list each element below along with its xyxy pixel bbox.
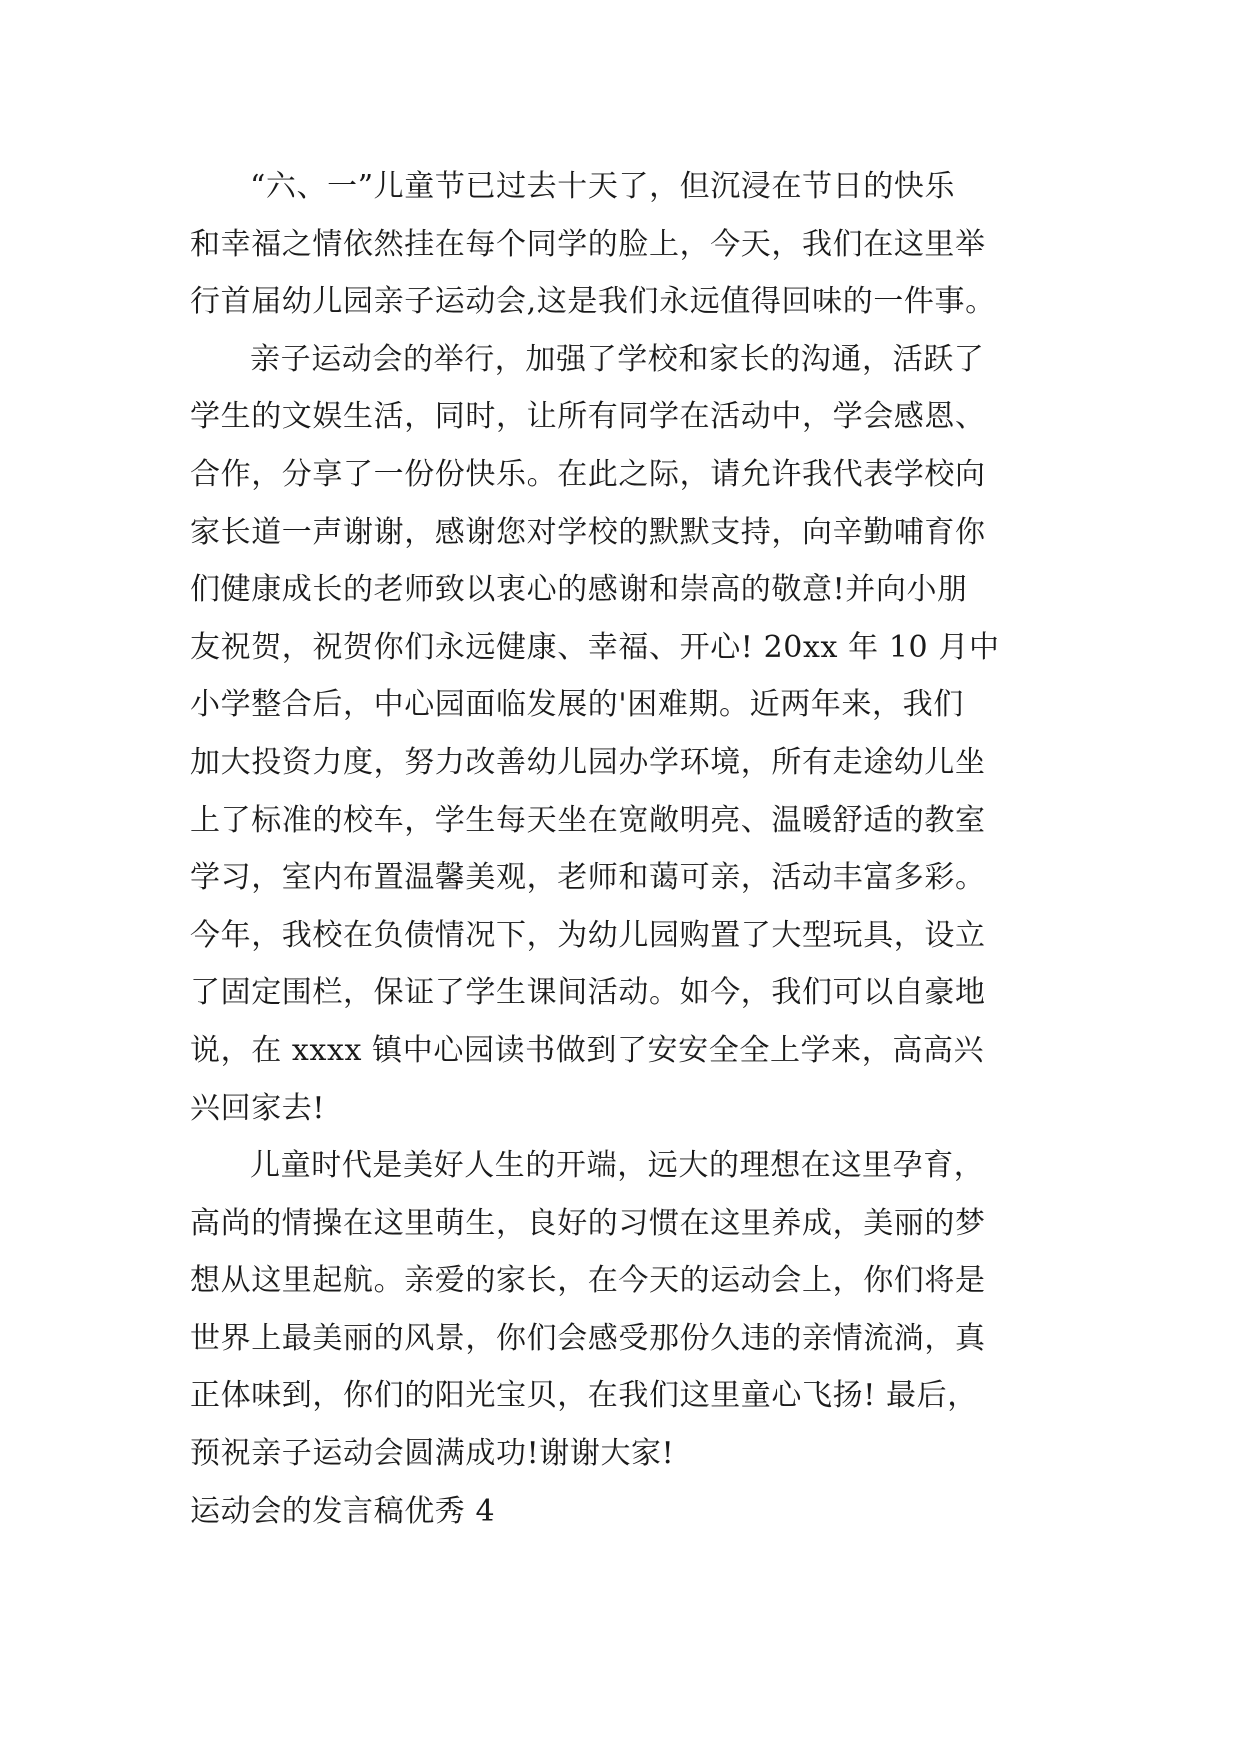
paragraph-line: 世界上最美丽的风景，你们会感受那份久违的亲情流淌，真: [190, 1320, 986, 1356]
paragraph-line: 亲子运动会的举行，加强了学校和家长的沟通，活跃了: [250, 341, 985, 377]
paragraph-line: 小学整合后，中心园面临发展的'困难期。近两年来，我们: [190, 687, 964, 723]
paragraph-line: 兴回家去!: [190, 1090, 326, 1126]
paragraph-line: 儿童时代是美好人生的开端，远大的理想在这里孕育，: [250, 1148, 985, 1184]
paragraph-line: 友祝贺，祝贺你们永远健康、幸福、开心! 20xx 年 10 月中: [190, 629, 1000, 665]
paragraph-line: 家长道一声谢谢，感谢您对学校的默默支持，向辛勤哺育你: [190, 514, 986, 550]
paragraph-line: 今年，我校在负债情况下，为幼儿园购置了大型玩具，设立: [190, 917, 986, 953]
paragraph-line: 行首届幼儿园亲子运动会,这是我们永远值得回味的一件事。: [190, 284, 996, 320]
paragraph-line: 合作，分享了一份份快乐。在此之际，请允许我代表学校向: [190, 456, 986, 492]
paragraph-line: 加大投资力度，努力改善幼儿园办学环境，所有走途幼儿坐: [190, 744, 986, 780]
paragraph-line: 想从这里起航。亲爱的家长，在今天的运动会上，你们将是: [190, 1263, 986, 1299]
paragraph-line: 预祝亲子运动会圆满成功!谢谢大家!: [190, 1436, 675, 1472]
paragraph-line: 学习，室内布置温馨美观，老师和蔼可亲，活动丰富多彩。: [190, 860, 986, 896]
paragraph-line: 和幸福之情依然挂在每个同学的脸上，今天，我们在这里举: [190, 226, 986, 262]
paragraph-line: 高尚的情操在这里萌生，良好的习惯在这里养成，美丽的梦: [190, 1205, 986, 1241]
paragraph-line: 们健康成长的老师致以衷心的感谢和崇高的敬意!并向小朋: [190, 572, 968, 608]
paragraph-line: 上了标准的校车，学生每天坐在宽敞明亮、温暖舒适的教室: [190, 802, 986, 838]
paragraph-line: 正体味到，你们的阳光宝贝，在我们这里童心飞扬! 最后，: [190, 1378, 978, 1414]
paragraph: [190, 331, 1090, 1137]
paragraph: [190, 1137, 1090, 1483]
section-heading: 运动会的发言稿优秀 4: [190, 1493, 496, 1529]
paragraph-line: “六、一”儿童节已过去十天了，但沉浸在节日的快乐: [250, 169, 956, 204]
paragraph: [190, 158, 1090, 331]
paragraph-line: 了固定围栏，保证了学生课间活动。如今，我们可以自豪地: [190, 975, 986, 1011]
paragraph-line: 说，在 xxxx 镇中心园读书做到了安安全全上学来，高高兴: [190, 1032, 985, 1068]
document-body: [190, 158, 1090, 1540]
paragraph-line: 学生的文娱生活，同时，让所有同学在活动中，学会感恩、: [190, 399, 986, 435]
